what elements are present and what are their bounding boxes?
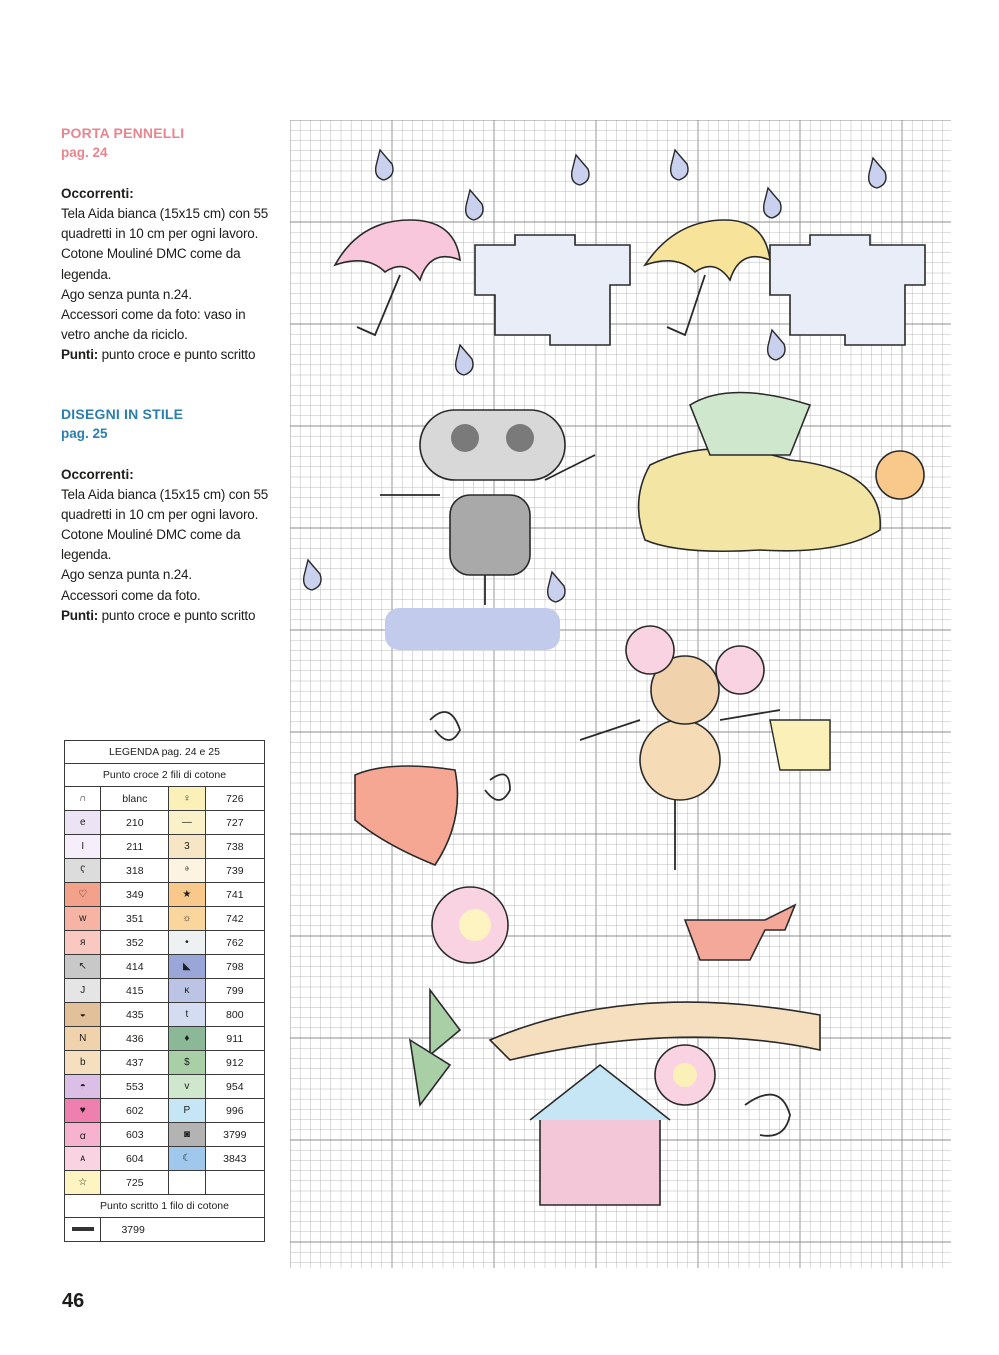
- legend-row: [65, 1051, 265, 1075]
- legend-back-number: 3799: [101, 1218, 265, 1242]
- legend-color-number: 762: [205, 931, 264, 955]
- legend-symbol-icon: ♡: [65, 883, 101, 907]
- legend-symbol-icon: ★: [169, 883, 205, 907]
- legend-color-number: 351: [101, 907, 169, 931]
- legend-row: [65, 955, 265, 979]
- legend-color-number: 954: [205, 1075, 264, 1099]
- cloud-motif-1: [475, 235, 630, 345]
- legend-symbol-icon: ᵊ: [169, 859, 205, 883]
- legend-symbol-icon: ☼: [169, 907, 205, 931]
- legend-row: [65, 811, 265, 835]
- legend-color-number: [205, 1171, 264, 1195]
- cross-stitch-chart: [290, 120, 951, 1268]
- legend-symbol-icon: ↖: [65, 955, 101, 979]
- legend-row: [65, 1147, 265, 1171]
- occorrenti-label: Occorrenti:: [61, 466, 134, 482]
- section-title: PORTA PENNELLI: [61, 125, 185, 141]
- legend-symbol-icon: w: [65, 907, 101, 931]
- legend-color-number: 3799: [205, 1123, 264, 1147]
- legend-color-number: 553: [101, 1075, 169, 1099]
- legend-symbol-icon: J: [65, 979, 101, 1003]
- legend-row: [65, 1099, 265, 1123]
- legend-symbol-icon: ꭤ: [65, 1123, 101, 1147]
- legend-symbol-icon: e: [65, 811, 101, 835]
- backstitch-line-icon: [65, 1218, 101, 1242]
- legend-color-number: 604: [101, 1147, 169, 1171]
- legend-symbol-icon: ᴋ: [169, 979, 205, 1003]
- legend-symbol-icon: ʕ: [65, 859, 101, 883]
- legend-table: [64, 740, 265, 1242]
- legend-symbol-icon: t: [169, 1003, 205, 1027]
- legend-color-number: 996: [205, 1099, 264, 1123]
- legend-symbol-icon: ᴀ: [65, 1147, 101, 1171]
- legend-symbol-icon: ♥: [65, 1099, 101, 1123]
- section-page: pag. 25: [61, 425, 108, 441]
- legend-color-number: 799: [205, 979, 264, 1003]
- materials-text: Tela Aida bianca (15x15 cm) con 55 quadretti in 10 cm per ogni lavoro. Cotone Mouliné DMC come da legenda. Ago senza punta n.24. Accessori come da foto. Punti: punto croce e punto scritto: [61, 486, 269, 623]
- legend-color-number: 738: [205, 835, 264, 859]
- legend-row: [65, 1027, 265, 1051]
- legend-color-number: 742: [205, 907, 264, 931]
- legend-row: [65, 1003, 265, 1027]
- legend-symbol-icon: v: [169, 1075, 205, 1099]
- legend-symbol-icon: P: [169, 1099, 205, 1123]
- instructions-column: [61, 124, 276, 626]
- legend-color-number: 798: [205, 955, 264, 979]
- legend-row: [65, 883, 265, 907]
- section-title: DISEGNI IN STILE: [61, 405, 184, 422]
- cloud-motif-2: [770, 235, 925, 345]
- legend-symbol-icon: ◣: [169, 955, 205, 979]
- legend-symbol-icon: ∩: [65, 787, 101, 811]
- legend-title: LEGENDA pag. 24 e 25: [65, 741, 265, 764]
- legend-color-number: 727: [205, 811, 264, 835]
- legend-color-number: 3843: [205, 1147, 264, 1171]
- legend-row: [65, 931, 265, 955]
- legend-color-number: 741: [205, 883, 264, 907]
- materials-text: Tela Aida bianca (15x15 cm) con 55 quadretti in 10 cm per ogni lavoro. Cotone Mouliné DMC come da legenda. Ago senza punta n.24. Accessori come da foto: vaso in vetro anche da riciclo. Punti: punto croce e punto scritto: [61, 206, 269, 363]
- legend-row: [65, 1123, 265, 1147]
- legend-symbol-icon: ◓: [65, 1075, 101, 1099]
- legend-color-number: 603: [101, 1123, 169, 1147]
- legend-symbol-icon: ♦: [169, 1027, 205, 1051]
- legend-color-number: 911: [205, 1027, 264, 1051]
- legend-color-number: 912: [205, 1051, 264, 1075]
- legend-symbol-icon: ♀: [169, 787, 205, 811]
- legend-color-number: 437: [101, 1051, 169, 1075]
- occorrenti-label: Occorrenti:: [61, 186, 134, 201]
- legend-color-number: 726: [205, 787, 264, 811]
- legend-symbol-icon: —: [169, 811, 205, 835]
- legend-row: [65, 1171, 265, 1195]
- legend-color-number: 435: [101, 1003, 169, 1027]
- legend-color-number: 436: [101, 1027, 169, 1051]
- legend-color-number: 602: [101, 1099, 169, 1123]
- legend-row: [65, 907, 265, 931]
- legend-symbol-icon: 3: [169, 835, 205, 859]
- legend-color-number: 349: [101, 883, 169, 907]
- legend-color-number: blanc: [101, 787, 169, 811]
- legend-color-number: 210: [101, 811, 169, 835]
- legend-symbol-icon: ☆: [65, 1171, 101, 1195]
- legend-symbol-icon: ☾: [169, 1147, 205, 1171]
- legend-cross-header: Punto croce 2 fili di cotone: [65, 764, 265, 787]
- legend-color-number: 800: [205, 1003, 264, 1027]
- chart-svg: [290, 120, 951, 1268]
- legend-back-header: Punto scritto 1 filo di cotone: [65, 1195, 265, 1218]
- legend-row: [65, 859, 265, 883]
- page-number: 46: [62, 1290, 85, 1312]
- legend-row: [65, 835, 265, 859]
- legend-symbol-icon: [169, 1171, 205, 1195]
- legend-color-number: 414: [101, 955, 169, 979]
- legend-symbol-icon: я: [65, 931, 101, 955]
- legend-symbol-icon: ◒: [65, 1003, 101, 1027]
- legend-row: [65, 1075, 265, 1099]
- legend-color-number: 211: [101, 835, 169, 859]
- legend-row: [65, 979, 265, 1003]
- legend-symbol-icon: N: [65, 1027, 101, 1051]
- legend-color-number: 739: [205, 859, 264, 883]
- section-page: pag. 24: [61, 145, 108, 160]
- legend-symbol-icon: b: [65, 1051, 101, 1075]
- legend-color-number: 725: [101, 1171, 169, 1195]
- legend-color-number: 415: [101, 979, 169, 1003]
- legend-color-number: 352: [101, 931, 169, 955]
- legend-symbol-icon: $: [169, 1051, 205, 1075]
- legend-color-number: 318: [101, 859, 169, 883]
- legend-symbol-icon: •: [169, 931, 205, 955]
- legend-row: [65, 787, 265, 811]
- legend-symbol-icon: I: [65, 835, 101, 859]
- legend-symbol-icon: ◙: [169, 1123, 205, 1147]
